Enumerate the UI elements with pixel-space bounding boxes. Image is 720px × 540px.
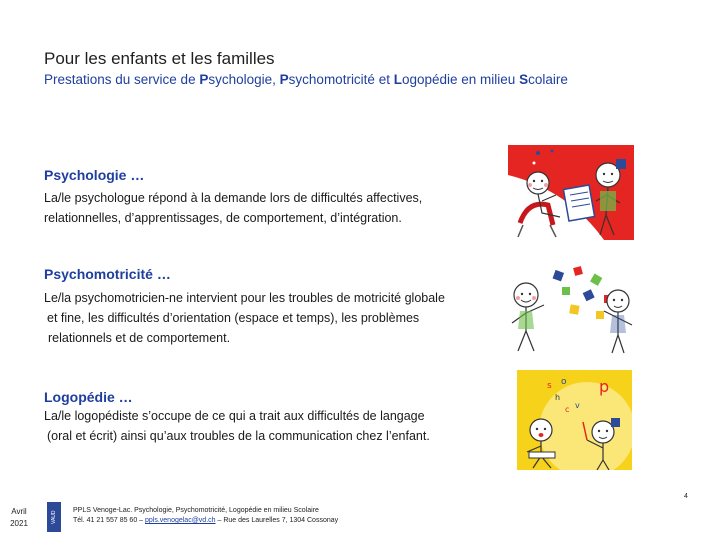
text-line: relationnels et de comportement. [48, 331, 231, 345]
text-line: Le/la psychomotricien-ne intervient pour les troubles de motricité globale [44, 291, 445, 305]
section-title-logopedie: Logopédie … [44, 389, 133, 405]
section-text-psychomotricite [44, 288, 445, 348]
footer-line-1: PPLS Venoge-Lac. Psychologie, Psychomotricité, Logopédie en milieu Scolaire [73, 507, 319, 514]
logo-letter: h [555, 393, 561, 402]
footer-phone: Tél. 41 21 557 85 60 – [73, 517, 145, 524]
section-text-psychologie [44, 188, 422, 228]
logo-letter: c [565, 405, 570, 414]
footer-date [6, 506, 32, 530]
subtitle-initial: S [519, 72, 529, 87]
subtitle-text: sychomotricité et [288, 72, 394, 87]
subtitle-text: ogopédie en milieu [401, 72, 520, 87]
page-number: 4 [684, 493, 688, 500]
logo-letter: o [561, 377, 567, 387]
logo-letter: p [599, 377, 610, 396]
logo-letter: v [575, 401, 580, 410]
subtitle-initial: L [393, 72, 402, 87]
text-line: La/le psychologue répond à la demande lors de difficultés affectives, [44, 191, 423, 205]
subtitle-initial: P [199, 72, 209, 87]
footer-address: – Rue des Laurelles 7, 1304 Cossonay [215, 517, 339, 524]
text-line: (oral et écrit) ainsi qu’aux troubles de la communication chez l’enfant. [47, 429, 430, 443]
logopedie-illustration [517, 370, 632, 470]
footer-contact [73, 506, 338, 526]
footer-date-year: 2021 [10, 519, 28, 528]
subtitle-initial: P [279, 72, 289, 87]
subtitle-text: sychologie, [208, 72, 280, 87]
footer-email-link[interactable]: ppls.venogelac@vd.ch [145, 517, 216, 524]
subtitle-text: colaire [528, 72, 568, 87]
text-line: La/le logopédiste s’occupe de ce qui a trait aux difficultés de langage [44, 409, 425, 423]
psychomotricite-illustration [500, 265, 640, 355]
text-line: relationnelles, d’apprentissages, de comportement, d’intégration. [44, 211, 402, 225]
vaud-logo-text: VAUD [51, 510, 57, 524]
page-subtitle [44, 72, 568, 87]
psychologie-illustration [508, 145, 634, 240]
section-title-psychologie: Psychologie … [44, 167, 145, 183]
subtitle-text: Prestations du service de [44, 72, 200, 87]
logo-letter: s [547, 381, 552, 391]
section-title-psychomotricite: Psychomotricité … [44, 266, 171, 282]
page-title: Pour les enfants et les familles [44, 49, 275, 68]
vaud-logo [47, 502, 61, 532]
footer-date-month: Avril [11, 507, 27, 516]
text-line: et fine, les difficultés d’orientation (espace et temps), les problèmes [47, 311, 420, 325]
section-text-logopedie [44, 406, 430, 446]
footer-line-2 [73, 516, 338, 526]
